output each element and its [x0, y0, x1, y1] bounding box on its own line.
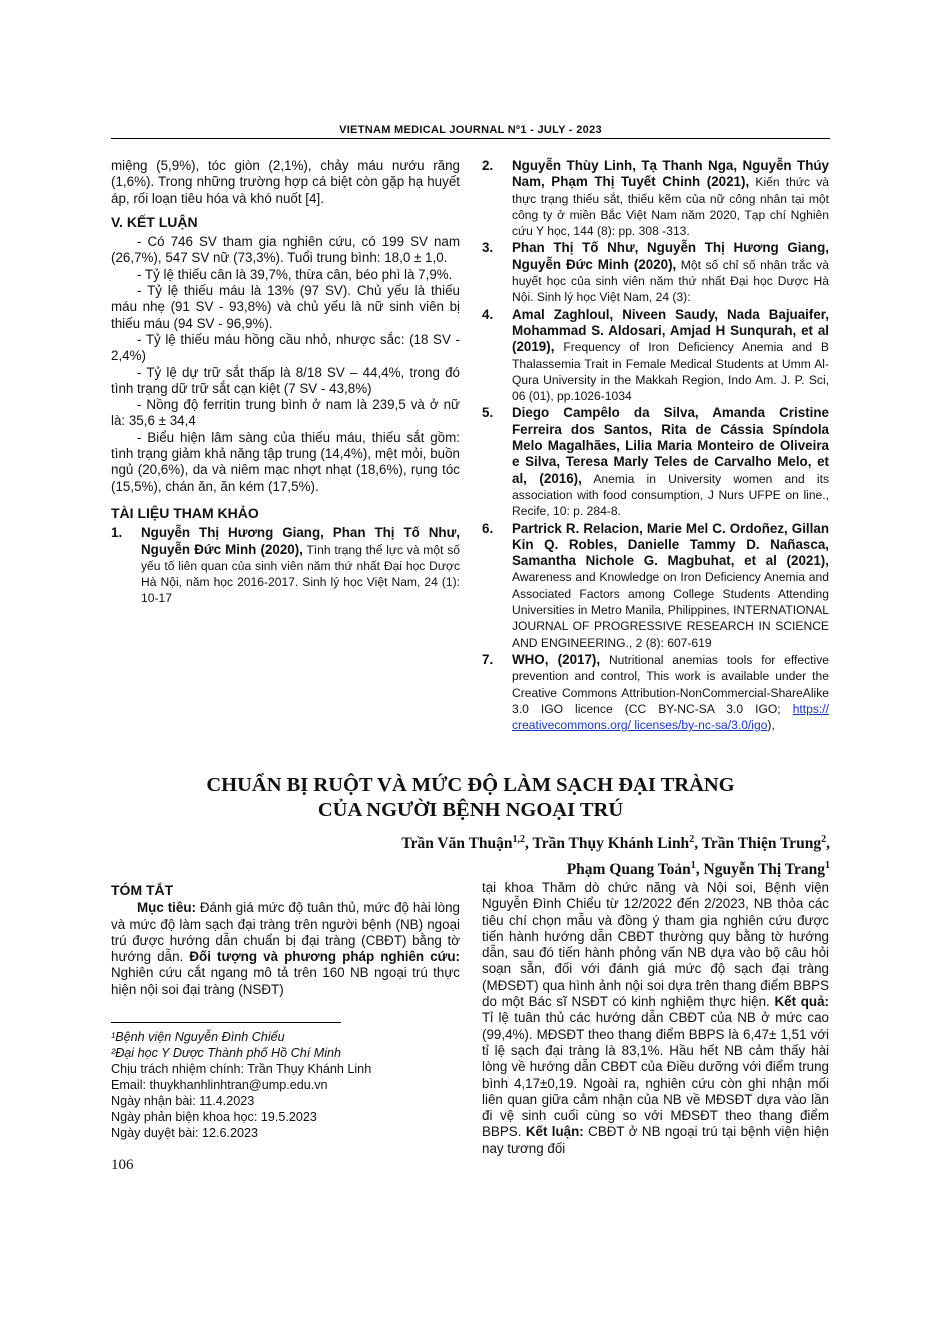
author-name: Trần Thụy Khánh Linh: [532, 835, 690, 853]
date-received: Ngày nhận bài: 11.4.2023: [111, 1094, 255, 1108]
reference-list-left: [111, 525, 460, 606]
date-reviewed: Ngày phản biện khoa học: 19.5.2023: [111, 1110, 317, 1124]
reference-number: 5.: [482, 405, 494, 421]
author-name: Trần Văn Thuận: [401, 835, 513, 853]
author-affiliation: 1,2: [512, 834, 526, 845]
right-column: [482, 158, 829, 734]
abstract-text: Tỉ lệ tuân thủ các hướng dẫn CBĐT của NB ở mức cao (99,4%). MĐSĐT theo thang điểm BBPS là 6,47± 1,51 với tỉ lệ sạch đại tràng là 83,1%. Hầu hết NB cảm thấy hài lòng về hướng dẫn CBĐT của Điều dưỡng với điểm trung bình 4,17±0,19. Ngoài ra, nghiên cứu còn ghi nhận mối liên quan giữa cảm nhận của NB về MĐSĐT dựa vào lần đi vệ sinh cuối cùng so với MĐSĐT theo thang điểm BBPS.: [482, 1010, 829, 1140]
reference-item: [482, 307, 829, 405]
footnotes: [111, 1029, 460, 1141]
abstract-paragraph-left: [111, 900, 460, 998]
abstract-text: CBĐT ở NB ngoại trú tại bệnh viện hiện nay tương đối: [482, 1124, 829, 1156]
reference-number: 4.: [482, 306, 494, 322]
abstract-label: Kết quả:: [774, 994, 829, 1010]
reference-text: [512, 240, 829, 305]
conclusion-heading: V. KẾT LUẬN: [111, 213, 198, 230]
reference-authors: Amal Zaghloul, Niveen Saudy, Nada Bajuaifer, Mohammad S. Aldosari, Amjad H Sunqurah, et al (2019),: [512, 306, 829, 355]
email: Email: thuykhanhlinhtran@ump.edu.vn: [111, 1078, 328, 1092]
reference-number: 3.: [482, 240, 494, 256]
reference-details: Awareness and Knowledge on Iron Deficiency Anemia and Associated Factors among College Students Attending Universities in Metro Manila, Philippines, INTERNATIONAL JOURNAL OF PROGRESSIVE RESEARCH IN SCIENCE AND ENGINEERING., 2 (8): 607-619: [512, 570, 829, 650]
author-separator: ,: [525, 835, 533, 853]
author-name: Nguyễn Thị Trang: [703, 861, 825, 879]
author-affiliation: 2: [689, 834, 695, 845]
reference-number: 2.: [482, 158, 494, 173]
page-number: 106: [111, 1157, 134, 1173]
reference-item: [482, 240, 829, 305]
author-separator: ,: [695, 861, 704, 879]
reference-tail: ),: [767, 718, 775, 733]
abstract-heading: TÓM TẮT: [111, 882, 174, 898]
abstract-left: [111, 882, 460, 998]
references-heading: TÀI LIỆU THAM KHẢO: [111, 504, 259, 521]
abstract-label: Kết luận:: [525, 1124, 584, 1140]
author-name: Trần Thiện Trung: [701, 835, 822, 853]
reference-number: 1.: [111, 525, 123, 541]
reference-authors: Partrick R. Relacion, Marie Mel C. Ordoñez, Gillan Kin Q. Robles, Danielle Tammy D. Nañasca, Samantha Nichole G. Magbuhat, et al (2021),: [512, 520, 829, 569]
reference-text: [512, 521, 829, 651]
reference-text: [512, 652, 829, 733]
abstract-paragraph-right: [482, 880, 829, 1157]
affiliation-2: ²Đại học Y Dược Thành phố Hồ Chí Minh: [111, 1046, 342, 1060]
author-separator: ,: [694, 835, 702, 853]
affiliation-1: ¹Bệnh viện Nguyễn Đình Chiểu: [111, 1030, 285, 1044]
reference-details: Frequency of Iron Deficiency Anemia and B Thalassemia Trait in Female Medical Students at Umm Al-Qura University in the Makkah Region, Indo Am. J. P. Sci, 06 (01), pp.1026-1034: [512, 340, 829, 404]
reference-link[interactable]: https:// creativecommons.org/ licenses/by-nc-sa/3.0/igo: [512, 701, 829, 733]
author-separator: ,: [826, 835, 830, 853]
left-column: [111, 158, 460, 608]
abstract-right: [482, 880, 829, 1157]
conclusion-list: [111, 234, 460, 495]
reference-text: [512, 158, 829, 239]
intro-paragraph: miệng (5,9%), tóc giòn (2,1%), chảy máu nướu răng (1,6%). Trong những trường hợp cá biệt còn gặp hạ huyết áp, rối loạn tiêu hóa và khó nuốt [4].: [111, 158, 460, 206]
reference-text: [512, 405, 829, 519]
author-name: Phạm Quang Toản: [566, 861, 691, 879]
authors-line-1: [300, 829, 830, 855]
abstract-label: Đối tượng và phương pháp nghiên cứu:: [189, 949, 460, 965]
conclusion-item: - Biểu hiện lâm sàng của thiếu máu, thiếu sắt gồm: tình trạng giảm khả năng tập trung (14,4%), mệt mỏi, buồn ngủ (20,6%), da và niêm mạc nhợt nhạt (18,6%), rụng tóc (15,5%), chán ăn, ăn kém (17,5%).: [111, 429, 460, 494]
author-affiliation: 1: [690, 860, 696, 872]
footnote-rule: [111, 1022, 341, 1023]
header-rule: [111, 138, 830, 139]
title-line-2: CỦA NGƯỜI BỆNH NGOẠI TRÚ: [317, 799, 624, 821]
reference-number: 6.: [482, 520, 494, 536]
reference-authors: WHO, (2017),: [512, 651, 601, 667]
reference-item: [482, 652, 829, 733]
author-list: [300, 829, 830, 881]
conclusion-item: - Tỷ lệ dự trữ sắt thấp là 8/18 SV – 44,4%, trong đó tình trạng dữ trữ sắt cạn kiệt (7 SV - 43,8%): [111, 364, 460, 396]
abstract-text: Nghiên cứu cắt ngang mô tả trên 160 NB ngoại trú thực hiện nội soi đại tràng (NSĐT): [111, 965, 460, 997]
date-accepted: Ngày duyệt bài: 12.6.2023: [111, 1126, 259, 1140]
article-title: [111, 773, 830, 823]
author-affiliation: 2: [821, 834, 827, 845]
reference-item: [482, 521, 829, 651]
conclusion-item: - Tỷ lệ thiếu máu hồng cầu nhỏ, nhược sắc: (18 SV - 2,4%): [111, 331, 460, 364]
reference-item: [482, 158, 829, 239]
abstract-label: Mục tiêu:: [137, 900, 196, 916]
reference-list-right: [482, 158, 829, 733]
reference-text: [141, 525, 460, 606]
reference-item: [482, 405, 829, 519]
conclusion-item: - Có 746 SV tham gia nghiên cứu, có 199 SV nam (26,7%), 547 SV nữ (73,3%). Tuổi trung bình: 18,0 ± 1,0.: [111, 234, 460, 266]
reference-details: Tình trạng thể lực và một số yếu tố liên quan của sinh viên năm thứ nhất Đại học Dược Hà Nội, năm học 2016-2017. Sinh lý học Việt Nam, 24 (1): 10-17: [141, 542, 460, 606]
reference-authors: Phan Thị Tố Như, Nguyễn Thị Hương Giang, Nguyễn Đức Minh (2020),: [512, 240, 829, 272]
conclusion-item: - Nồng độ ferritin trung bình ở nam là 239,5 và ở nữ là: 35,6 ± 34,4: [111, 397, 460, 429]
title-line-1: CHUẨN BỊ RUỘT VÀ MỨC ĐỘ LÀM SẠCH ĐẠI TRÀNG: [206, 774, 735, 796]
reference-details: Một số chỉ số nhân trắc và huyết học của sinh viên năm thứ nhất Đại học Dược Hà Nội. Sinh lý học Việt Nam, 24 (3):: [512, 257, 829, 305]
authors-line-2: [300, 855, 830, 881]
reference-authors: Nguyễn Thị Hương Giang, Phan Thị Tố Như, Nguyễn Đức Minh (2020),: [141, 525, 460, 557]
reference-details: Anemia in University women and its association with food consumption, J Nurs UFPE on line., Recife, 10: p. 284-8.: [512, 471, 829, 519]
reference-authors: Diego Campêlo da Silva, Amanda Cristine Ferreira dos Santos, Rita de Cássia Spíndola Melo Magalhães, Lilia Maria Monteiro de Oliveira e Silva, Teresa Marly Teles de Carvalho Melo, et al, (2016),: [512, 405, 829, 486]
abstract-text: Đánh giá mức độ tuân thủ, mức độ hài lòng và mức độ làm sạch đại tràng trên người bệnh (NB) ngoại trú được hướng dẫn chuẩn bị đại tràng (CBĐT) bằng tờ hướng dẫn.: [111, 900, 460, 965]
corresponding-author: Chịu trách nhiệm chính: Trần Thụy Khánh Linh: [111, 1062, 372, 1076]
author-affiliation: 1: [825, 860, 830, 872]
conclusion-item: - Tỷ lệ thiếu máu là 13% (97 SV). Chủ yếu là thiếu máu nhẹ (91 SV - 93,8%) và chủ yếu là nữ sinh viên bị thiếu máu (94 SV - 96,9%).: [111, 283, 460, 331]
reference-item: [111, 525, 460, 606]
abstract-text: tại khoa Thăm dò chức năng và Nội soi, Bệnh viện Nguyễn Đình Chiểu từ 12/2022 đến 2/2023, NB thỏa các tiêu chí chọn mẫu và đồng ý tham gia nghiên cứu được tiến hành hướng dẫn CBĐT thường quy bằng tờ hướng dẫn, sau đó tiến hành phỏng vấn NB dựa vào bộ câu hỏi soạn sẵn, đối với đánh giá mức độ sạch đại tràng (MĐSĐT) qua hình ảnh nội soi dựa trên thang điểm BBPS do một Bác sĩ NSĐT có kinh nghiệm thực hiện.: [482, 880, 829, 1010]
journal-header: VIETNAM MEDICAL JOURNAL Nº1 - JULY - 2023: [339, 124, 602, 136]
reference-details: Kiến thức và thực trạng thiếu sắt, thiếu kẽm của nữ công nhân tại một công ty ở miền Bắc Việt Nam năm 2020, Tạp chí Nghiên cứu Y học, 144 (8): pp. 308 -313.: [512, 175, 829, 239]
conclusion-item: - Tỷ lệ thiếu cân là 39,7%, thừa cân, béo phì là 7,9%.: [137, 266, 453, 282]
reference-number: 7.: [482, 651, 494, 667]
reference-text: [512, 307, 829, 405]
reference-authors: Nguyễn Thùy Linh, Tạ Thanh Nga, Nguyễn Thúy Nam, Phạm Thị Tuyết Chinh (2021),: [512, 158, 829, 190]
reference-details: Nutritional anemias tools for effective prevention and control, This work is available under the Creative Commons Attribution-NonCommercial-ShareAlike 3.0 IGO licence (CC BY-NC-SA 3.0 IGO;: [512, 652, 830, 716]
